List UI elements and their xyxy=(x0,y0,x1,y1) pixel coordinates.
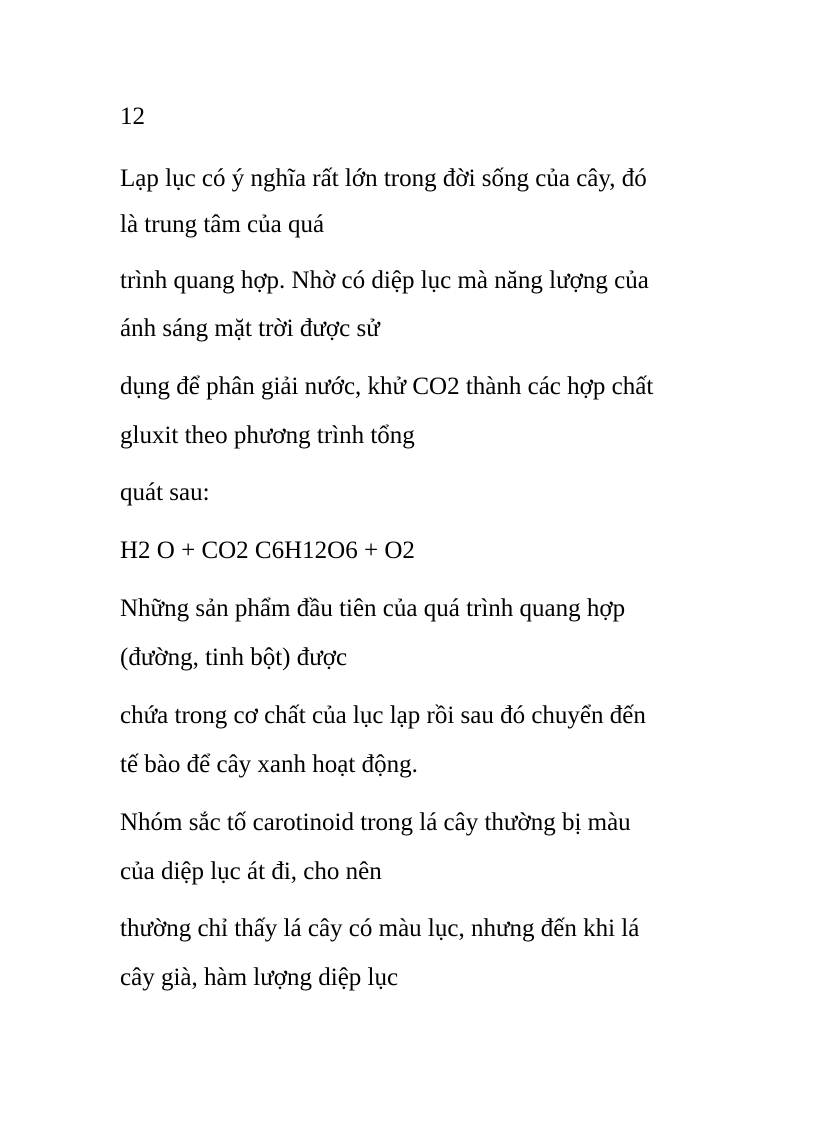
paragraph-line: trình quang hợp. Nhờ có diệp lục mà năng lượng của xyxy=(120,267,649,294)
paragraph-line: quát sau: xyxy=(120,479,210,506)
paragraph-line: (đường, tinh bột) được xyxy=(120,644,348,671)
page-number: 12 xyxy=(120,103,145,130)
paragraph-line: tế bào để cây xanh hoạt động. xyxy=(120,751,418,778)
paragraph-line: Nhóm sắc tố carotinoid trong lá cây thường bị màu xyxy=(120,809,631,836)
paragraph-line: của diệp lục át đi, cho nên xyxy=(120,858,382,885)
paragraph-line: chứa trong cơ chất của lục lạp rồi sau đó chuyển đến xyxy=(120,702,646,729)
paragraph-line: Những sản phẩm đầu tiên của quá trình quang hợp xyxy=(120,595,626,622)
paragraph-line: gluxit theo phương trình tổng xyxy=(120,422,415,449)
paragraph-line: thường chỉ thấy lá cây có màu lục, nhưng đến khi lá xyxy=(120,915,640,942)
paragraph-line: là trung tâm của quá xyxy=(120,211,325,238)
paragraph-line: ánh sáng mặt trời được sử xyxy=(120,315,380,342)
paragraph-line: cây già, hàm lượng diệp lục xyxy=(120,964,399,991)
paragraph-line: dụng để phân giải nước, khử CO2 thành các hợp chất xyxy=(120,373,654,400)
formula-line: H2 O + CO2 C6H12O6 + O2 xyxy=(120,537,415,564)
paragraph-line: Lạp lục có ý nghĩa rất lớn trong đời sống của cây, đó xyxy=(120,165,647,192)
